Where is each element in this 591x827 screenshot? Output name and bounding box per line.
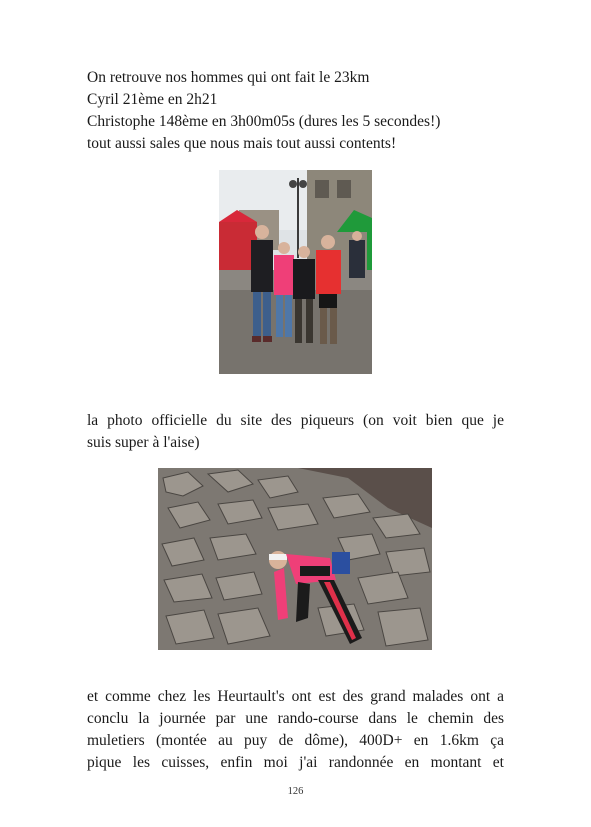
photo-group-runners: [219, 170, 372, 374]
paragraph1-line-2: Cyril 21ème en 2h21: [87, 91, 218, 108]
paragraph1-line-1: On retrouve nos hommes qui ont fait le 23km: [87, 69, 370, 86]
paragraph3-line-2: conclu la journée par une rando-course dans le chemin des: [87, 710, 504, 727]
paragraph2-line-2: suis super à l'aise): [87, 434, 200, 451]
paragraph1-line-4: tout aussi sales que nous mais tout aussi contents!: [87, 135, 397, 152]
paragraph3-line-1: et comme chez les Heurtault's ont est des grand malades ont a: [87, 688, 504, 705]
paragraph1-line-3: Christophe 148ème en 3h00m05s (dures les 5 secondes!): [87, 113, 441, 130]
paragraph3-line-3: muletiers (montée au puy de dôme), 400D+ en 1.6km ça: [87, 732, 504, 749]
paragraph3-line-4: pique les cuisses, enfin moi j'ai randonnée en montant et: [87, 754, 504, 771]
photo-group-runners-image: [219, 170, 372, 374]
page-number: 126: [287, 786, 304, 797]
photo-rock-climb-image: [158, 468, 432, 650]
photo-rock-climb: [158, 468, 432, 650]
paragraph2-line-1: la photo officielle du site des piqueurs (on voit bien que je: [87, 412, 504, 429]
